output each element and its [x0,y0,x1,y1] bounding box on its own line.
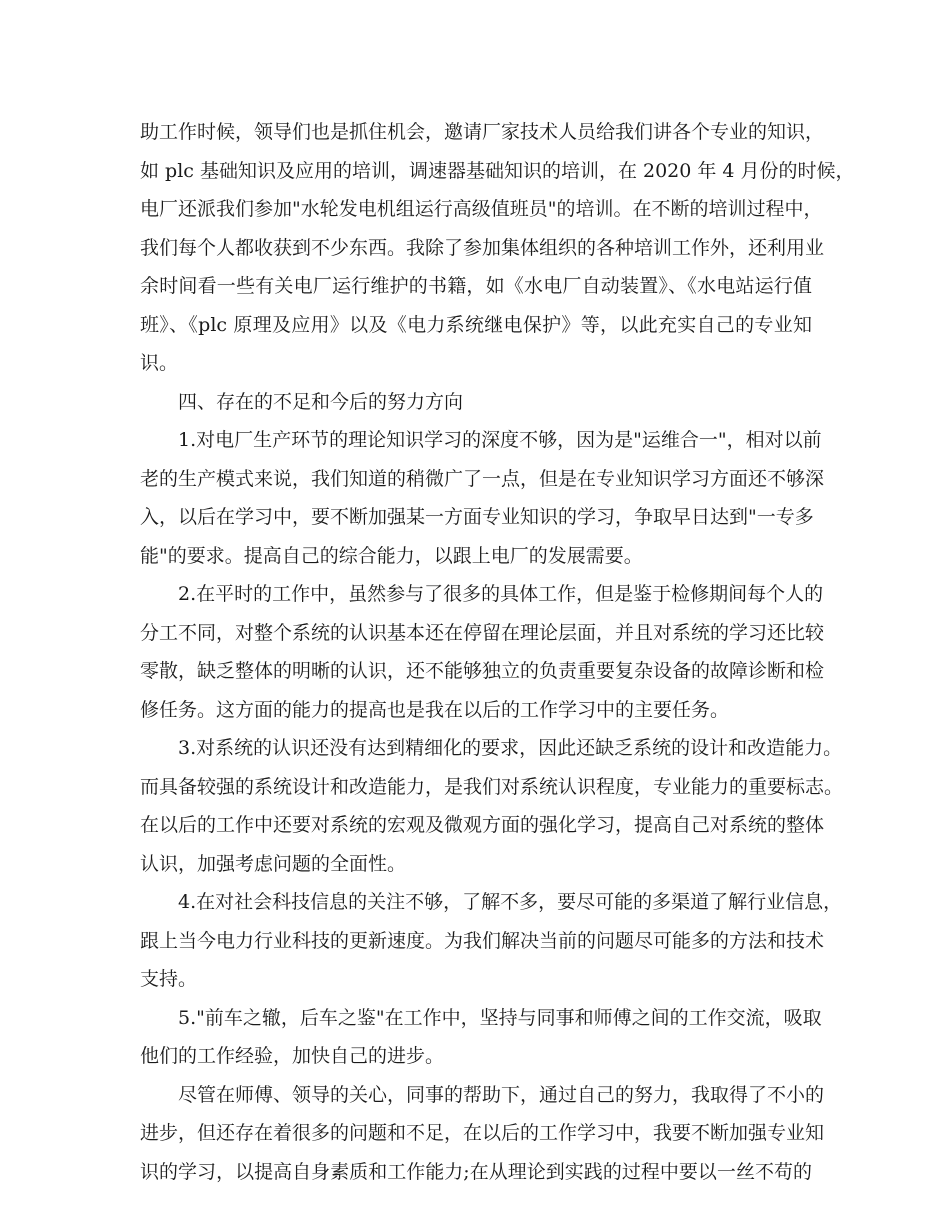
text-line: 老的生产模式来说，我们知道的稍微广了一点，但是在专业知识学习方面还不够深 [140,467,825,490]
text-line: 他们的工作经验，加快自己的进步。 [140,1045,445,1067]
text-line: 进步，但还存在着很多的问题和不足，在以后的工作学习中，我要不断加强专业知 [140,1122,825,1144]
text-line: 2.在平时的工作中，虽然参与了很多的具体工作，但是鉴于检修期间每个人的 [178,583,824,605]
text-line: 3.对系统的认识还没有达到精细化的要求，因此还缺乏系统的设计和改造能力。 [178,737,843,759]
text-line: 1.对电厂生产环节的理论知识学习的深度不够，因为是"运维合一"，相对以前 [178,429,822,451]
text-line: 四、存在的不足和今后的努力方向 [178,390,464,413]
text-line: 如 plc 基础知识及应用的培训，调速器基础知识的培训，在 2020 年 4 月份的时候， [140,159,855,182]
text-line: 我们每个人都收获到不少东西。我除了参加集体组织的各种培训工作外，还利用业 [140,236,825,259]
text-line: 助工作时候，领导们也是抓住机会，邀请厂家技术人员给我们讲各个专业的知识， [140,121,825,143]
text-line: 识。 [140,352,179,374]
text-line: 跟上当今电力行业科技的更新速度。为我们解决当前的问题尽可能多的方法和技术 [140,929,825,952]
text-line: 修任务。这方面的能力的提高也是我在以后的工作学习中的主要任务。 [140,698,730,721]
text-line: 分工不同，对整个系统的认识基本还在停留在理论层面，并且对系统的学习还比较 [140,621,825,644]
text-line: 而具备较强的系统设计和改造能力，是我们对系统认识程度，专业能力的重要标志。 [140,775,844,798]
text-line: 5."前车之辙，后车之鉴"在工作中，坚持与同事和师傅之间的工作交流，吸取 [178,1006,822,1029]
text-line: 在以后的工作中还要对系统的宏观及微观方面的强化学习，提高自己对系统的整体 [140,814,825,836]
text-line: 入，以后在学习中，要不断加强某一方面专业知识的学习，争取早日达到"一专多 [140,506,814,528]
text-line: 4.在对社会科技信息的关注不够，了解不多，要尽可能的多渠道了解行业信息， [178,891,843,913]
text-line: 支持。 [140,968,198,990]
text-line: 电厂还派我们参加"水轮发电机组运行高级值班员"的培训。在不断的培训过程中， [140,198,823,220]
text-line: 识的学习，以提高自身素质和工作能力;在从理论到实践的过程中要以一丝不苟的 [140,1160,812,1183]
document-body [140,113,855,1191]
text-line: 班》、《plc 原理及应用》以及《电力系统继电保护》等，以此充实自己的专业知 [140,313,812,336]
text-line: 尽管在师傅、领导的关心，同事的帮助下，通过自己的努力，我取得了不小的 [178,1083,825,1106]
text-line: 认识，加强考虑问题的全面性。 [140,852,407,875]
text-line: 能"的要求。提高自己的综合能力，以跟上电厂的发展需要。 [140,544,643,567]
text-line: 零散，缺乏整体的明晰的认识，还不能够独立的负责重要复杂设备的故障诊断和检 [140,660,825,682]
text-line: 余时间看一些有关电厂运行维护的书籍，如《水电厂自动装置》、《水电站运行值 [140,275,812,297]
